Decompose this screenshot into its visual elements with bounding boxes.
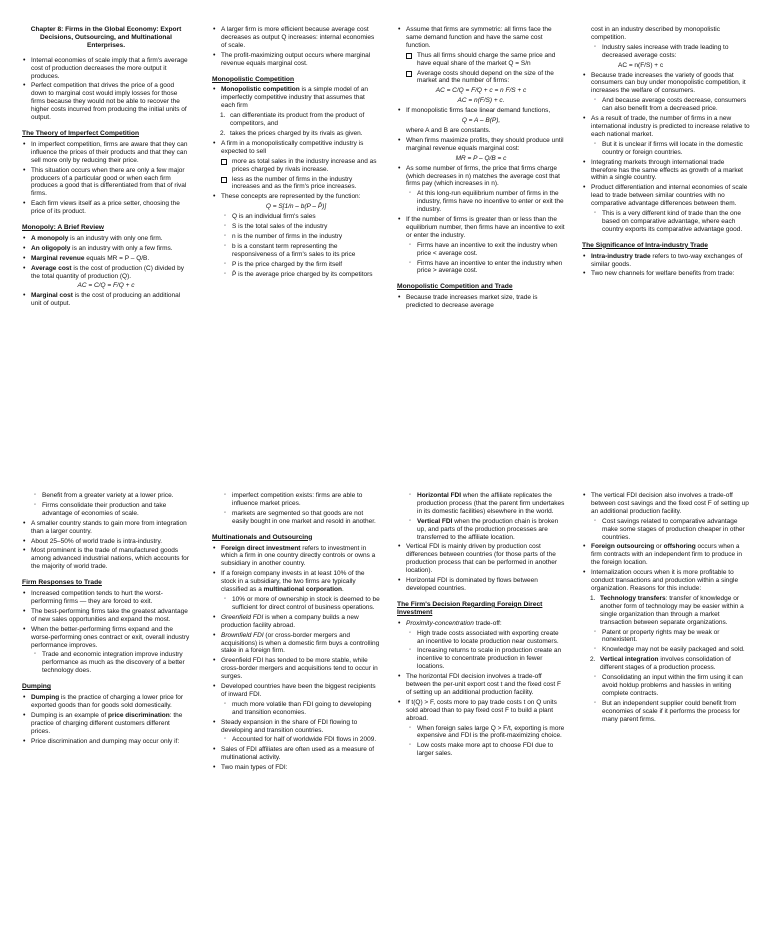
sub-bullet xyxy=(212,233,380,241)
section-heading: Monopolistic Competition xyxy=(212,75,295,83)
column-8 xyxy=(582,492,750,725)
item-text: Two new channels for welfare benefits from trade: xyxy=(591,270,735,278)
bullet-item xyxy=(212,52,380,68)
bullet-item xyxy=(212,140,380,156)
equation xyxy=(397,97,565,105)
bold-term: Foreign outsourcing xyxy=(591,543,655,551)
item-text: And because average costs decrease, consumers can also benefit from a decreased price. xyxy=(602,97,747,113)
sub-bullet xyxy=(397,647,565,671)
item-text: Assume that firms are symmetric: all firms face the same demand function and have the same cost function. xyxy=(406,26,552,49)
heading-row xyxy=(212,76,380,84)
item-text: When firms maximize profits, they should produce until marginal revenue equals marginal cost: xyxy=(406,136,564,152)
bullet-item xyxy=(22,547,190,571)
bold-term: A monopoly xyxy=(31,234,69,242)
sub-bullet xyxy=(582,44,750,60)
sub-bullet xyxy=(212,596,380,612)
list-number: 2. xyxy=(590,656,596,664)
column-5 xyxy=(22,492,190,747)
item-text: : transfer of knowledge or another form of technology may be easier within a single organization than through a market transaction between separate organizations. xyxy=(600,594,744,626)
item-text: Firms have an incentive to exit the industry when price < average cost. xyxy=(417,241,558,257)
item-text: markets are segmented so that goods are not easily bought in one market and resold in another. xyxy=(232,509,376,525)
bold-term: Technology transfers xyxy=(600,594,666,602)
numbered-item xyxy=(212,130,380,138)
section-heading: Multinationals and Outsourcing xyxy=(212,533,313,541)
item-text: About 25–50% of world trade is intra-industry. xyxy=(31,537,163,545)
bullet-item xyxy=(582,72,750,96)
item-text: P is the price charged by the firm itself xyxy=(232,260,343,268)
item-text: MR = P – Q/B = c xyxy=(455,154,507,162)
item-text: is an industry with only a few firms. xyxy=(70,244,173,252)
item-text: If a foreign company invests in at least 10% of the stock in a subsidiary, the two firms are typically classified as a xyxy=(221,570,365,594)
item-text: Trade and economic integration improve industry performance as much as the discovery of a better technology does. xyxy=(42,651,185,675)
item-text: If the number of firms is greater than or less than the equilibrium number, then firms have an incentive to exit or enter the industry. xyxy=(406,216,565,239)
bullet-item xyxy=(212,545,380,569)
section-heading: Monopolistic Competition and Trade xyxy=(397,283,513,291)
item-text: If monopolistic firms face linear demand functions, xyxy=(406,107,551,115)
item-text: 10% or more of ownership in stock is deemed to be sufficient for direct control of business operations. xyxy=(232,595,380,611)
item-text: Two main types of FDI: xyxy=(221,764,288,772)
item-text: takes the prices charged by its rivals as given. xyxy=(230,129,363,137)
sub-bullet xyxy=(582,674,750,698)
item-text: is an industry with only one firm. xyxy=(68,234,163,242)
sub-bullet xyxy=(582,97,750,113)
item-text: : the practice of charging different customers different prices. xyxy=(31,711,183,735)
item-text: The vertical FDI decision also involves a trade-off between cost savings and the fixed cost F of setting up an additional production facility. xyxy=(591,492,749,515)
bold-term: An oligopoly xyxy=(31,244,71,252)
item-text: Developed countries have been the biggest recipients of inward FDI. xyxy=(221,683,376,698)
sub-bullet xyxy=(582,518,750,542)
section-heading: The Theory of Imperfect Competition xyxy=(22,129,140,137)
bullet-item xyxy=(397,165,565,189)
sub-bullet xyxy=(397,242,565,258)
sub-bullet xyxy=(212,736,380,744)
item-text: is the cost of production (C) divided by the total quantity of production (Q). xyxy=(31,264,184,280)
item-text: cost in an industry described by monopolistic competition. xyxy=(591,26,720,41)
item-text: is when a company builds a new production facility abroad. xyxy=(221,613,359,629)
item-text: is a simple model of an imperfectly competitive industry that assumes that each firm xyxy=(221,86,369,110)
item-text: This situation occurs when there are only a few major producers of a particular good or when each firm produces a good that is differentiated from that of rival firms. xyxy=(31,166,187,198)
item-text: A smaller country stands to gain more from integration than a larger country. xyxy=(31,519,187,535)
sub-bullet xyxy=(582,646,750,654)
item-text: If t(Q) > F, costs more to pay trade costs t on Q units sold abroad than to pay fixed cost F to build a plant abroad. xyxy=(406,698,557,722)
bold-term: Intra-industry trade xyxy=(591,252,651,260)
sub-bullet xyxy=(397,492,565,516)
bullet-item xyxy=(582,569,750,593)
sub-bullet xyxy=(397,260,565,276)
item-text: Internalization occurs when it is more profitable to conduct transactions and production within a single organization. Reasons for this include: xyxy=(591,569,739,592)
item-text: In imperfect competition, firms are aware that they can influence the prices of their products and that they can sell more only by reducing their price. xyxy=(31,140,188,164)
item-text: As some number of firms, the price that firms charge (which decreases in n) matches the average cost that firms pay (which increases in n). xyxy=(406,164,560,188)
item-text: The profit-maximizing output occurs where marginal revenue equals marginal cost. xyxy=(221,51,371,67)
sub-bullet xyxy=(212,261,380,269)
sub-bullet xyxy=(582,210,750,234)
item-text: is the practice of charging a lower price for exported goods than for goods sold domestically. xyxy=(31,694,184,709)
sub-bullet xyxy=(212,701,380,717)
bold-term: Horizontal FDI xyxy=(417,492,462,499)
checkbox-bullet xyxy=(212,176,380,192)
item-text: Cost savings related to comparative advantage make some stages of production cheaper in other countries. xyxy=(602,517,745,541)
bold-term: Foreign direct investment xyxy=(221,544,301,552)
heading-row xyxy=(22,683,190,691)
bullet-item xyxy=(22,590,190,606)
item-text: refers to two-way exchanges of similar goods. xyxy=(591,252,743,268)
column-2 xyxy=(212,26,380,280)
column-3 xyxy=(397,26,565,312)
bullet-item xyxy=(582,159,750,183)
item-text: or xyxy=(654,543,664,551)
bullet-item xyxy=(212,764,380,772)
bullet-item xyxy=(22,245,190,253)
item-text: Average costs should depend on the size of the market and the number of firms: xyxy=(417,69,554,85)
bold-term: Dumping xyxy=(31,694,60,702)
item-text: The best-performing firms take the greatest advantage of new sales opportunities and expand the most. xyxy=(31,607,188,623)
item-text: occurs when a firm contracts with an independent firm to produce in the foreign location. xyxy=(591,543,743,567)
item-text: A firm in a monopolistically competitive industry is expected to sell xyxy=(221,139,364,155)
bullet-item xyxy=(212,719,380,735)
sub-bullet xyxy=(212,271,380,279)
bullet-item xyxy=(212,746,380,762)
item-text: Horizontal FDI is dominated by flows between developed countries. xyxy=(406,577,538,592)
item-text: Thus all firms should charge the same price and have equal share of the market Q = S/n xyxy=(417,51,556,67)
item-text: Each firm views itself as a price setter, choosing the price of its product. xyxy=(31,200,180,216)
italic-term: Greenfield FDI xyxy=(221,613,264,621)
item-text: AC = C/Q = F/Q + c xyxy=(77,282,135,290)
bullet-item xyxy=(212,614,380,630)
item-text: But an independent supplier could benefit from economies of scale if it performs the process for many parent firms. xyxy=(602,699,741,723)
sub-bullet xyxy=(22,651,190,675)
bullet-item xyxy=(22,255,190,263)
bullet-item xyxy=(22,608,190,624)
bullet-item xyxy=(22,694,190,710)
item-text: Increased competition tends to hurt the worst-performing firms — they are forced to exit. xyxy=(31,590,163,605)
item-text: A larger firm is more efficient because average cost decreases as output Q increases: internal economies of scale. xyxy=(221,26,375,49)
sub-bullet xyxy=(397,725,565,741)
item-text: is the cost of producing an additional unit of output. xyxy=(31,292,181,308)
bullet-item xyxy=(22,520,190,536)
item-text: Accounted for half of worldwide FDI flows in 2009. xyxy=(232,736,377,744)
heading-row xyxy=(22,579,190,587)
item-text: The horizontal FDI decision involves a trade-off between the per-unit export cost t and the fixed cost F of setting up an additional production facility. xyxy=(406,673,562,696)
column-6 xyxy=(212,492,380,774)
bold-term: Marginal cost xyxy=(31,292,73,300)
italic-term: Brownfield FDI xyxy=(221,631,264,639)
item-text: can differentiate its product from the product of competitors, and xyxy=(230,112,365,128)
item-text: AC = C/Q = F/Q + c = n F/S + c xyxy=(435,87,527,95)
bullet-item xyxy=(397,137,565,153)
numbered-item xyxy=(212,112,380,128)
item-text: Dumping is an example of xyxy=(31,711,108,719)
numbered-item xyxy=(582,595,750,627)
bullet-item xyxy=(582,184,750,208)
checkbox-bullet xyxy=(397,52,565,68)
column-7-list xyxy=(397,492,565,758)
equation xyxy=(212,203,380,211)
bullet-item xyxy=(212,657,380,681)
equation xyxy=(397,87,565,95)
item-text: S is the total sales of the industry xyxy=(232,223,328,231)
item-text: This is a very different kind of trade than the one based on comparative advantage, where each country exports its comparative advantage good. xyxy=(602,210,743,233)
item-text: Greenfield FDI has tended to be more stable, while cross-border mergers and acquisitions tend to occur in surges. xyxy=(221,657,378,681)
item-text: Because trade increases market size, trade is predicted to decrease average xyxy=(406,294,538,310)
bullet-item xyxy=(22,82,190,122)
bullet-item xyxy=(397,543,565,575)
bullet-item xyxy=(22,265,190,281)
bullet-item xyxy=(397,26,565,50)
bullet-item xyxy=(397,216,565,240)
bullet-item xyxy=(22,538,190,546)
continued-text xyxy=(582,26,750,42)
bullet-item xyxy=(22,167,190,199)
section-heading: Dumping xyxy=(22,683,51,691)
item-text: b is a constant term representing the responsiveness of a firm's sales to its price xyxy=(232,242,356,258)
bullet-item xyxy=(397,107,565,115)
bullet-item xyxy=(397,699,565,723)
sub-bullet xyxy=(212,510,380,526)
sub-bullet xyxy=(22,492,190,500)
item-text: less as the number of firms in the industry increases and as the firm's price increases. xyxy=(232,175,357,191)
sub-bullet xyxy=(397,742,565,758)
bullet-item xyxy=(22,626,190,650)
item-text: Internal economies of scale imply that a firm's average cost of production decreases the more output it produces. xyxy=(31,56,188,80)
column-6-list xyxy=(212,492,380,772)
column-3-list xyxy=(397,26,565,310)
sub-bullet xyxy=(212,213,380,221)
column-1 xyxy=(22,26,190,310)
sub-bullet xyxy=(397,518,565,542)
heading-row xyxy=(397,601,565,617)
heading-row xyxy=(582,242,750,250)
bullet-item xyxy=(212,632,380,656)
item-text: when the affiliate replicates the production process (that the parent firm undertakes in its domestic facilities) elsewhere in the world. xyxy=(417,492,565,515)
column-4-list xyxy=(582,26,750,278)
item-text: n is the number of firms in the industry xyxy=(232,232,343,240)
checkbox-bullet xyxy=(212,158,380,174)
sub-bullet xyxy=(212,492,380,508)
item-text: where A and B are constants. xyxy=(406,126,491,134)
item-text: Perfect competition that drives the price of a good down to marginal cost would imply losses for those firms because they would not be able to recover the higher costs incurred from producing the initial units of output. xyxy=(31,82,187,122)
bullet-item xyxy=(397,673,565,697)
list-number: 2. xyxy=(220,129,226,137)
item-text: Firms consolidate their production and take advantage of economies of scale. xyxy=(42,501,167,517)
indented-equation xyxy=(582,62,750,70)
bullet-item xyxy=(397,620,565,628)
item-text: Benefit from a greater variety at a lower price. xyxy=(42,492,174,499)
sub-bullet xyxy=(582,141,750,157)
item-text: Steady expansion in the share of FDI flowing to developing and transition countries. xyxy=(221,718,358,734)
column-1-list xyxy=(22,57,190,308)
column-2-list xyxy=(212,26,380,278)
heading-row xyxy=(212,534,380,542)
bullet-item xyxy=(22,738,190,746)
column-5-list xyxy=(22,492,190,745)
document-title: Chapter 8: Firms in the Global Economy: Export Decisions, Outsourcing, and Multinational Enterprises. xyxy=(30,26,182,49)
equation xyxy=(397,117,565,125)
item-text: imperfect competition exists: firms are able to influence market prices. xyxy=(232,492,363,507)
item-text: As a result of trade, the number of firms in a new international industry is predicted to increase relative to each national market. xyxy=(591,115,750,138)
heading-row xyxy=(22,130,190,138)
bullet-item xyxy=(582,492,750,516)
bullet-item xyxy=(212,26,380,50)
bullet-item xyxy=(22,712,190,736)
item-text: Q = S[1/n – b(P – P̄)] xyxy=(265,203,327,211)
sub-bullet xyxy=(397,190,565,214)
column-8-list xyxy=(582,492,750,723)
italic-term: Proximity-concentration xyxy=(406,619,474,627)
equation xyxy=(397,155,565,163)
item-text: When the better-performing firms expand and the worse-performing ones contract or exit, overall industry performance improves. xyxy=(31,625,190,649)
item-text: Knowledge may not be easily packaged and sold. xyxy=(602,646,745,654)
bold-term: price discrimination xyxy=(107,711,170,719)
item-text: refers to investment in which a firm in one country directly controls or owns a subsidiary in another country. xyxy=(221,544,376,568)
bullet-item xyxy=(582,543,750,567)
bullet-item xyxy=(212,86,380,110)
item-text: P̄ is the average price charged by its competitors xyxy=(232,270,373,278)
sub-bullet xyxy=(212,243,380,259)
column-7 xyxy=(397,492,565,760)
bullet-item xyxy=(212,570,380,594)
bullet-item xyxy=(582,253,750,269)
section-heading: Monopoly: A Brief Review xyxy=(22,224,104,232)
section-heading: Firm Responses to Trade xyxy=(22,579,102,587)
list-number: 1. xyxy=(220,112,226,120)
bold-term: Average cost xyxy=(31,264,72,272)
section-heading: The Significance of Intra-industry Trade xyxy=(582,241,708,249)
item-text: involves consolidation of different stages of a production process. xyxy=(600,656,731,672)
item-text: High trade costs associated with exporting create an incentive to locate production near customers. xyxy=(417,629,559,645)
bullet-item xyxy=(582,270,750,278)
item-text: Product differentiation and internal economies of scale lead to trade between similar countries with no comparative advantage differences between them. xyxy=(591,184,748,208)
item-text: (or cross-border mergers and acquisitions) is when a domestic firm buys a controlling stake in a foreign firm. xyxy=(221,631,380,655)
item-text: more as total sales in the industry increase and as prices charged by rivals increase. xyxy=(232,157,377,173)
bold-term: Marginal revenue xyxy=(31,254,85,262)
item-text: when the production chain is broken up, and parts of the production processes are transferred to the affiliate location. xyxy=(417,517,559,541)
item-text: trade-off: xyxy=(473,619,502,627)
bullet-item xyxy=(212,193,380,201)
item-text: equals MR = P – Q/B. xyxy=(84,254,150,262)
bullet-item xyxy=(582,115,750,139)
item-text: At this long-run equilibrium number of firms in the industry, firms have no incentive to enter or exit the industry. xyxy=(417,190,564,214)
item-text: Consolidating an input within the firm using it can avoid holdup problems and hassles in writing complete contracts. xyxy=(602,674,743,697)
item-text: much more volatile than FDI going to developing and transition economies. xyxy=(232,700,372,716)
sub-bullet xyxy=(582,700,750,724)
list-number: 1. xyxy=(590,594,596,602)
item-text: These concepts are represented by the function: xyxy=(221,193,361,201)
bullet-item xyxy=(22,235,190,243)
item-text: Integrating markets through international trade therefore has the same effects as growth of a market within a single country. xyxy=(591,158,743,182)
item-text: Q is an individual firm's sales xyxy=(232,213,316,221)
numbered-item xyxy=(582,656,750,672)
item-text: But it is unclear if firms will locate in the domestic country or foreign countries. xyxy=(602,140,743,156)
sub-bullet xyxy=(212,223,380,231)
item-text: Increasing returns to scale in production create an incentive to concentrate production in fewer locations. xyxy=(417,647,562,671)
item-text: AC = n(F/S) + c. xyxy=(457,97,505,105)
bold-term: offshoring xyxy=(663,543,696,551)
bullet-item xyxy=(22,57,190,81)
item-text: Firms have an incentive to enter the industry when price > average cost. xyxy=(417,259,563,275)
column-4 xyxy=(582,26,750,280)
heading-row xyxy=(397,283,565,291)
continued-text xyxy=(397,127,565,135)
sub-bullet xyxy=(582,629,750,645)
bullet-item xyxy=(22,141,190,165)
bold-term: Vertical integration xyxy=(600,656,659,664)
item-text: Patent or property rights may be weak or nonexistent. xyxy=(602,628,720,644)
bold-term: multinational corporation xyxy=(263,586,343,594)
item-text: Industry sales increase with trade leading to decreased average costs: xyxy=(602,43,729,59)
bold-term: Monopolistic competition xyxy=(221,86,300,94)
equation xyxy=(22,282,190,290)
item-text: Most prominent is the trade of manufactured goods among advanced industrial nations, which accounts for the majority of world trade. xyxy=(31,547,189,571)
item-text: Q = A – B(P), xyxy=(461,117,501,125)
item-text: Price discrimination and dumping may occur only if: xyxy=(31,737,180,745)
item-text: AC = n(F/S) + c xyxy=(618,61,664,69)
heading-row xyxy=(22,224,190,232)
section-heading: The Firm's Decision Regarding Foreign Direct Investment xyxy=(397,600,543,616)
bullet-item xyxy=(22,292,190,308)
item-text: Because trade increases the variety of goods that consumers can buy under monopolistic competition, it increases the welfare of consumers. xyxy=(591,71,746,95)
bullet-item xyxy=(212,683,380,699)
sub-bullet xyxy=(397,630,565,646)
bullet-item xyxy=(22,200,190,216)
sub-bullet xyxy=(22,502,190,518)
item-text: Vertical FDI is mainly driven by production cost differences between countries (for those parts of the production process that can be performed in another location). xyxy=(406,543,558,575)
item-text: . xyxy=(342,586,344,594)
bullet-item xyxy=(397,294,565,310)
item-text: Sales of FDI affiliates are often used as a measure of multinational activity. xyxy=(221,746,375,762)
checkbox-bullet xyxy=(397,70,565,86)
bullet-item xyxy=(397,577,565,593)
bold-term: Vertical FDI xyxy=(417,517,453,525)
item-text: Low costs make more apt to choose FDI due to larger sales. xyxy=(417,742,554,758)
item-text: When foreign sales large Q > F/t, exporting is more expensive and FDI is the profit-maximizing choice. xyxy=(417,724,565,740)
